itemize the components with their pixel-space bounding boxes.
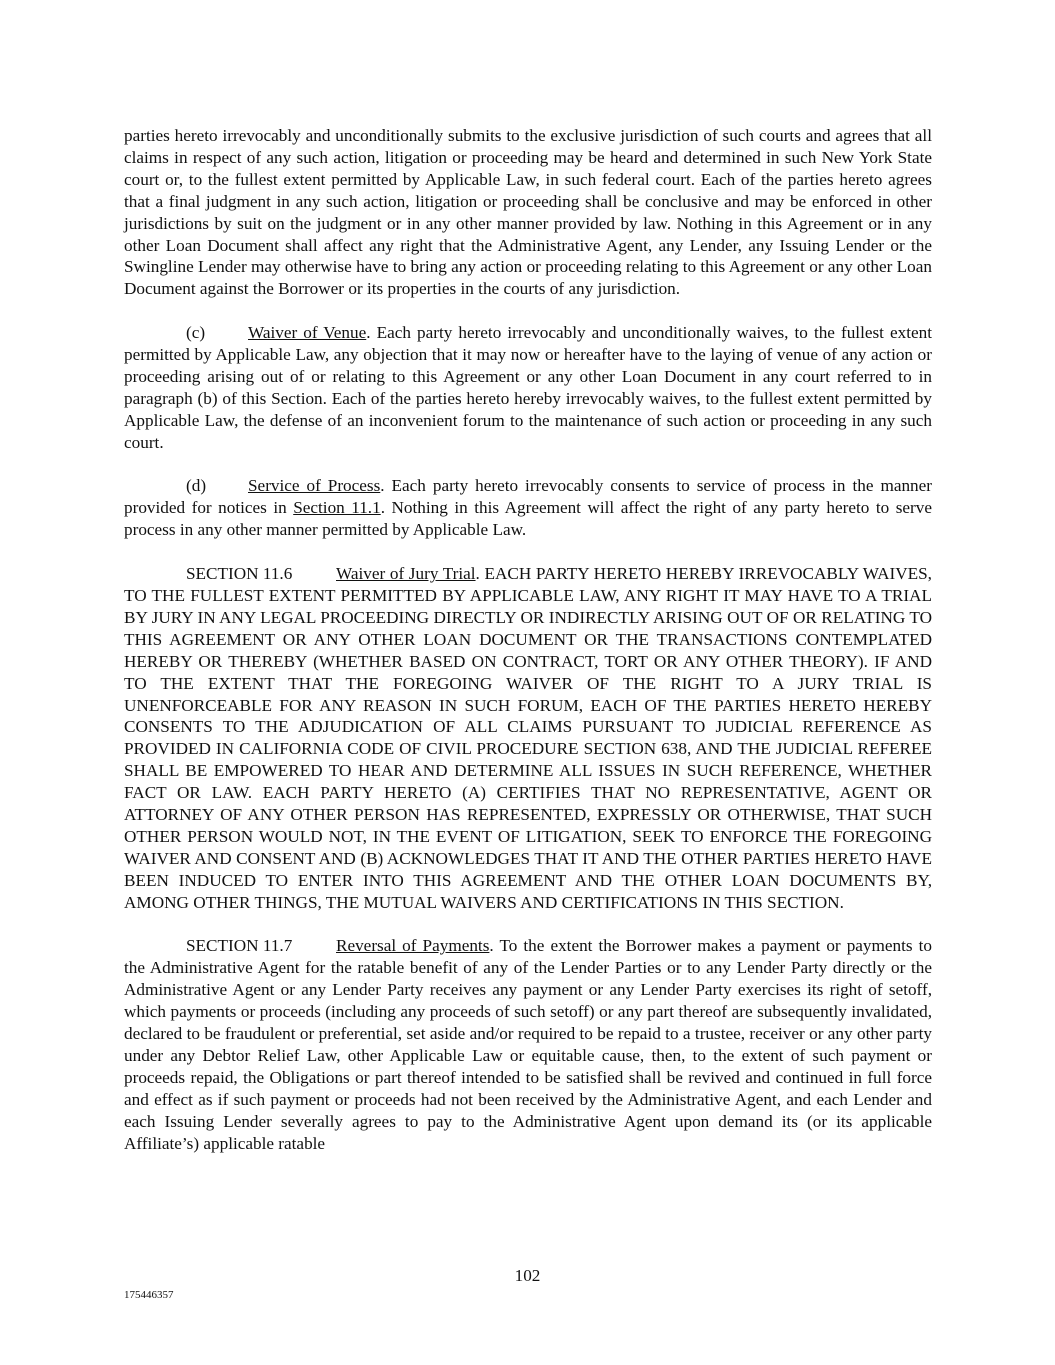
paragraph-text: . Each party hereto irrevocably consents to service of process in the manner provided for notices in bbox=[124, 476, 932, 518]
paragraph-jurisdiction-continued bbox=[124, 125, 932, 300]
document-id: 175446357 bbox=[124, 1289, 174, 1301]
section-label: SECTION 11.7 bbox=[186, 936, 293, 956]
paragraph-text: . Each party hereto irrevocably and unconditionally waives, to the fullest extent permitted by Applicable Law, any objection that it may now or hereafter have to the laying of venue of any action or proceeding arising out of or relating to this Agreement or any other Loan Document in any court referred to in paragraph (b) of this Section. Each of the parties hereto hereby irrevocably waives, to the fullest extent permitted by Applicable Law, the defense of an inconvenient forum to the maintenance of such action or proceeding in any such court. bbox=[124, 323, 932, 452]
section-reference: Section 11.1 bbox=[293, 498, 381, 518]
section-11-7 bbox=[124, 935, 932, 1154]
section-heading: Reversal of Payments bbox=[336, 936, 490, 956]
subsection-heading: Service of Process bbox=[248, 476, 381, 496]
section-heading: Waiver of Jury Trial bbox=[336, 564, 476, 584]
section-11-6 bbox=[124, 563, 932, 914]
section-label: SECTION 11.6 bbox=[186, 564, 293, 584]
paragraph-waiver-of-venue bbox=[124, 322, 932, 453]
paragraph-text: parties hereto irrevocably and unconditionally submits to the exclusive jurisdiction of such courts and agrees that all claims in respect of any such action, litigation or proceeding may be heard and determined in such New York State court or, to the fullest extent permitted by Applicable Law, in such federal court. Each of the parties hereto agrees that a final judgment in any such action, litigation or proceeding shall be conclusive and may be enforced in other jurisdictions by suit on the judgment or in any other manner provided by law. Nothing in this Agreement or in any other Loan Document shall affect any right that the Administrative Agent, any Lender, any Issuing Lender or the Swingline Lender may otherwise have to bring any action or proceeding relating to this Agreement or any other Loan Document against the Borrower or its properties in the courts of any jurisdiction. bbox=[124, 126, 932, 299]
section-text: . EACH PARTY HERETO HEREBY IRREVOCABLY WAIVES, TO THE FULLEST EXTENT PERMITTED BY APPLICABLE LAW, ANY RIGHT IT MAY HAVE TO A TRIAL BY JURY IN ANY LEGAL PROCEEDING DIRECTLY OR INDIRECTLY ARISING OUT OF OR RELATING TO THIS AGREEMENT OR ANY OTHER LOAN DOCUMENT OR THE TRANSACTIONS CONTEMPLATED HEREBY OR THEREBY (WHETHER BASED ON CONTRACT, TORT OR ANY OTHER THEORY). IF AND TO THE EXTENT THAT THE FOREGOING WAIVER OF THE RIGHT TO A JURY TRIAL IS UNENFORCEABLE FOR ANY REASON IN SUCH FORUM, EACH OF THE PARTIES HERETO HEREBY CONSENTS TO THE ADJUDICATION OF ALL CLAIMS PURSUANT TO JUDICIAL REFERENCE AS PROVIDED IN CALIFORNIA CODE OF CIVIL PROCEDURE SECTION 638, AND THE JUDICIAL REFEREE SHALL BE EMPOWERED TO HEAR AND DETERMINE ALL ISSUES IN SUCH REFERENCE, WHETHER FACT OR LAW. EACH PARTY HERETO (A) CERTIFIES THAT NO REPRESENTATIVE, AGENT OR ATTORNEY OF ANY OTHER PERSON HAS REPRESENTED, EXPRESSLY OR OTHERWISE, THAT SUCH OTHER PERSON WOULD NOT, IN THE EVENT OF LITIGATION, SEEK TO ENFORCE THE FOREGOING WAIVER AND CONSENT AND (B) ACKNOWLEDGES THAT IT AND THE OTHER PARTIES HERETO HAVE BEEN INDUCED TO ENTER INTO THIS AGREEMENT AND THE OTHER LOAN DOCUMENTS BY, AMONG OTHER THINGS, THE MUTUAL WAIVERS AND CERTIFICATIONS IN THIS SECTION. bbox=[124, 564, 932, 912]
page-number: 102 bbox=[514, 1266, 541, 1285]
subsection-heading: Waiver of Venue bbox=[248, 323, 367, 343]
section-text: . To the extent the Borrower makes a payment or payments to the Administrative Agent for the ratable benefit of any of the Lender Parties or to any Lender Party directly or the Administrative Agent or any Lender Party receives any payment or any Lender Party exercises its right of setoff, which payments or proceeds (including any proceeds of such setoff) or any part thereof are subsequently invalidated, declared to be fraudulent or preferential, set aside and/or required to be repaid to a trustee, receiver or any other party under any Debtor Relief Law, other Applicable Law or equitable cause, then, to the extent of such payment or proceeds repaid, the Obligations or part thereof intended to be satisfied shall be revived and continued in full force and effect as if such payment or proceeds had not been received by the Administrative Agent, and each Lender and each Issuing Lender severally agrees to pay to the Administrative Agent upon demand its (or its applicable Affiliate’s) applicable ratable bbox=[124, 936, 932, 1153]
paragraph-service-of-process bbox=[124, 475, 932, 541]
subsection-label: (d) bbox=[186, 476, 207, 496]
subsection-label: (c) bbox=[186, 323, 206, 343]
document-body bbox=[124, 125, 932, 1176]
paragraph-text: . Nothing in this Agreement will affect the right of any party hereto to serve process in any other manner permitted by Applicable Law. bbox=[124, 498, 932, 540]
